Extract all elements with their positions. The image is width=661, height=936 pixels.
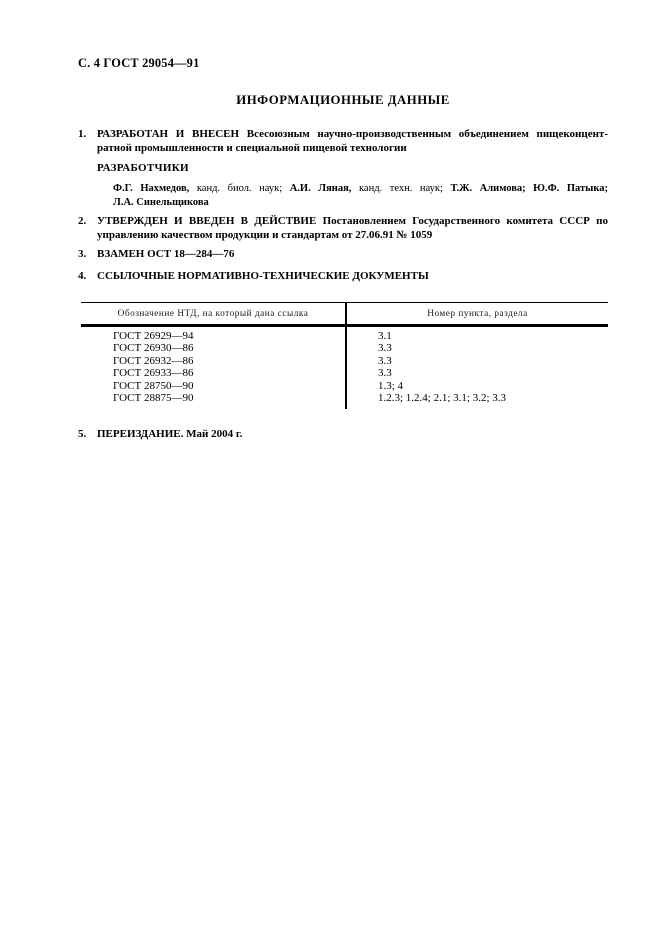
item-2-number: 2.	[78, 215, 87, 227]
table-header-row	[81, 302, 608, 327]
section-item-4	[78, 269, 608, 283]
item-4-text: ССЫЛОЧНЫЕ НОРМАТИВНО-ТЕХНИЧЕСКИЕ ДОКУМЕНТЫ	[97, 270, 429, 282]
item-5-text: ПЕРЕИЗДАНИЕ. Май 2004 г.	[97, 428, 243, 440]
ntd-cell: ГОСТ 26933—86	[113, 367, 194, 380]
document-title: ИНФОРМАЦИОННЫЕ ДАННЫЕ	[236, 93, 450, 107]
developer-name: Ф.Г. Нахмедов,	[113, 183, 190, 194]
ref-cell: 3.1	[378, 330, 392, 342]
item-5-number: 5.	[78, 428, 87, 440]
developers-line-1	[113, 182, 608, 196]
ntd-cell: ГОСТ 28750—90	[113, 379, 194, 392]
item-1-line-2: ратной промышленности и специальной пищевой технологии	[97, 142, 407, 154]
item-2-line-2: управлению качеством продукции и стандартам от 27.06.91 № 1059	[97, 229, 433, 241]
section-item-1	[78, 127, 608, 155]
developers-heading: РАЗРАБОТЧИКИ	[97, 162, 189, 174]
item-2-line-1: УТВЕРЖДЕН И ВВЕДЕН В ДЕЙСТВИЕ Постановлением Государственного комитета СССР по	[97, 215, 608, 227]
references-table	[81, 302, 608, 409]
page-number-header: С. 4 ГОСТ 29054—91	[78, 56, 200, 70]
ntd-cell: ГОСТ 26929—94	[113, 330, 194, 342]
section-item-2	[78, 214, 608, 242]
ntd-cell: ГОСТ 26930—86	[113, 342, 194, 355]
table-body	[81, 327, 608, 409]
developer-degree: канд. техн. наук;	[351, 183, 451, 194]
ntd-cell: ГОСТ 28875—90	[113, 392, 194, 405]
item-1-line-1: РАЗРАБОТАН И ВНЕСЕН Всесоюзным научно-производственным объединением пищеконцент-	[97, 128, 608, 140]
item-1-number: 1.	[78, 128, 87, 140]
ref-cell: 3.3	[378, 342, 392, 355]
developer-name: А.И. Ляная,	[289, 183, 352, 194]
section-item-3	[78, 247, 608, 261]
table-header-cell-ref: Номер пункта, раздела	[427, 308, 528, 319]
developer-degree: канд. биол. наук;	[189, 183, 290, 194]
item-3-number: 3.	[78, 248, 87, 260]
ref-cell: 3.3	[378, 354, 392, 367]
ref-cell: 3.3	[378, 367, 392, 380]
table-header-cell-ntd: Обозначение НТД, на который дана ссылка	[81, 303, 347, 324]
section-item-5	[78, 427, 608, 441]
table-column-divider	[345, 327, 347, 409]
ref-cell: 1.3; 4	[378, 379, 404, 392]
developer-name: Т.Ж. Алимова; Ю.Ф. Патыка;	[450, 183, 608, 194]
item-4-number: 4.	[78, 270, 87, 282]
developers-line-2: Л.А. Синельщикова	[113, 196, 209, 208]
ref-cell: 1.2.3; 1.2.4; 2.1; 3.1; 3.2; 3.3	[378, 392, 507, 405]
developers-names	[113, 182, 608, 209]
item-3-text: ВЗАМЕН ОСТ 18—284—76	[97, 248, 235, 260]
ntd-cell: ГОСТ 26932—86	[113, 354, 194, 367]
